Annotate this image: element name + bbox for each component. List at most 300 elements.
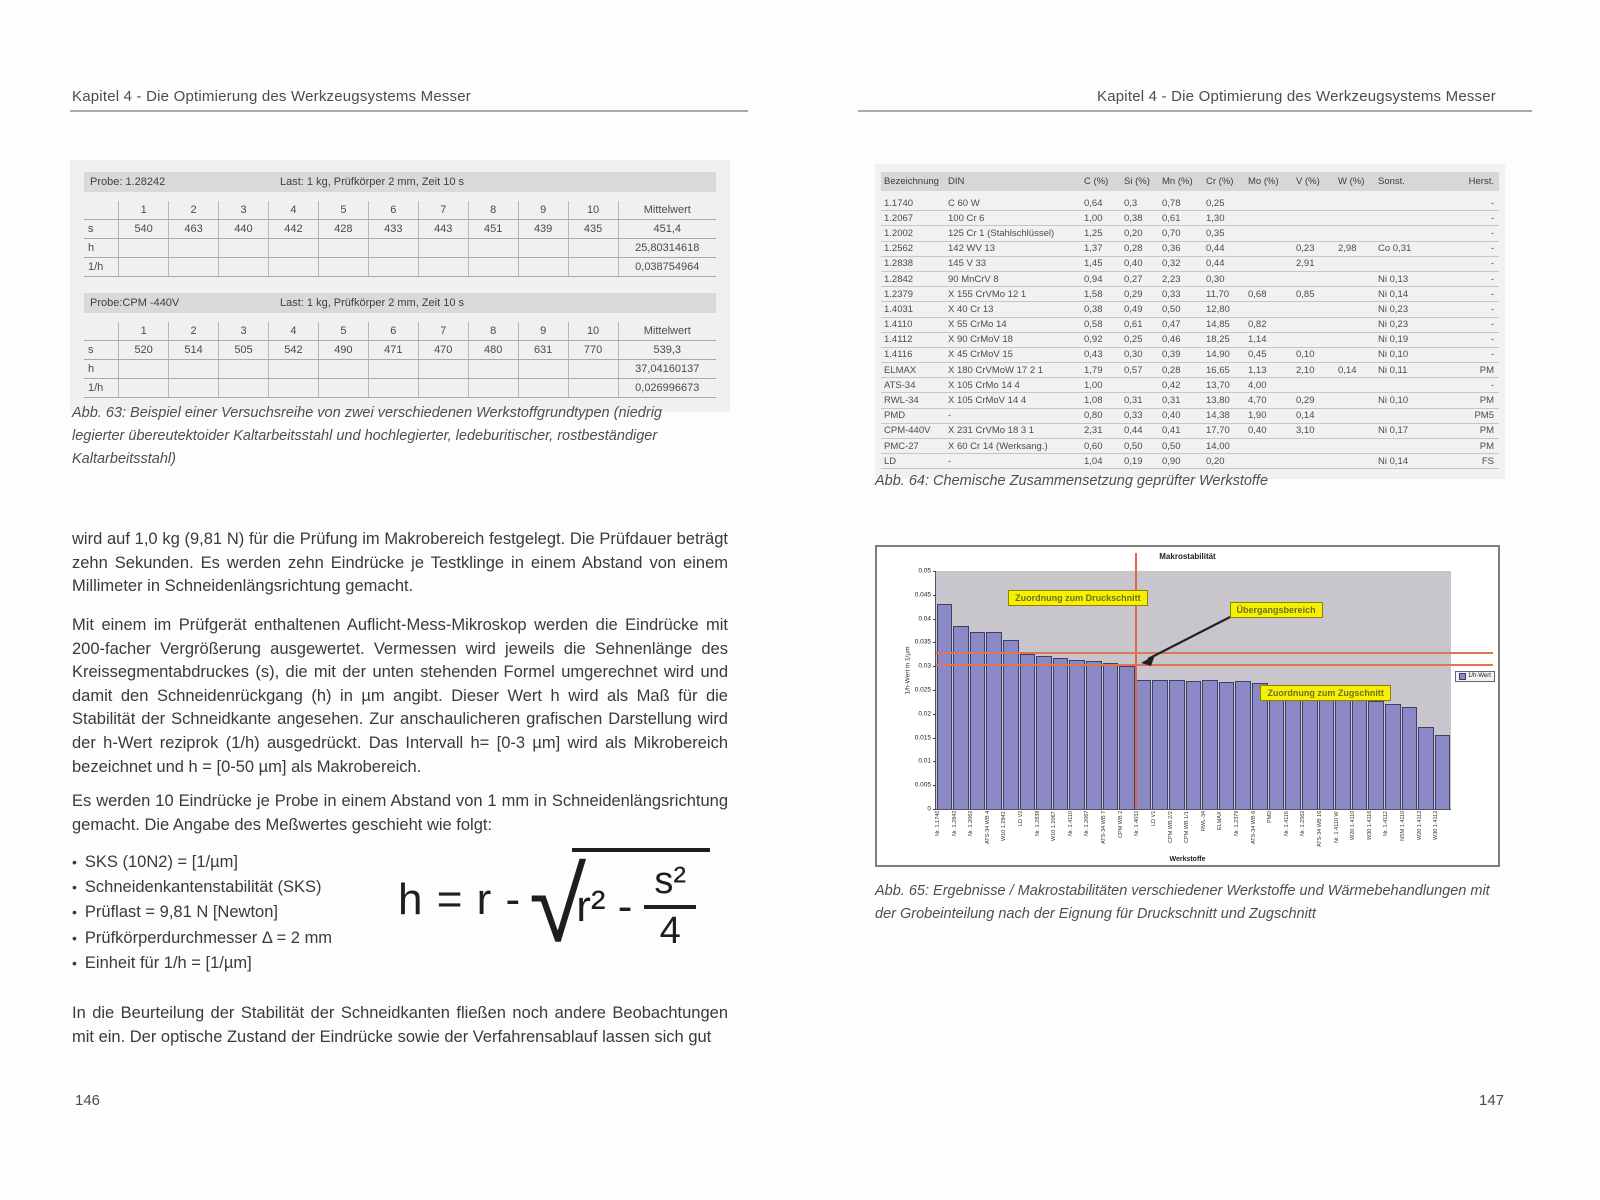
probe-strip: [84, 293, 716, 313]
chem-table-cell: 0,57: [1124, 364, 1143, 376]
table-cell: 2: [169, 201, 219, 220]
bar-slot: [1185, 571, 1202, 809]
table-cell: 435: [568, 220, 618, 239]
chem-table-cell: -: [948, 410, 952, 422]
annotation-druckschnitt: Zuordnung zum Druckschnitt: [1008, 590, 1148, 606]
bar: [1285, 687, 1301, 809]
chem-table-cell: ELMAX: [884, 364, 917, 376]
table-cell: 440: [219, 220, 269, 239]
bar: [937, 604, 953, 809]
bullet-text: Einheit für 1/h = [1/µm]: [84, 953, 252, 972]
chem-table-cell: 1,04: [1084, 455, 1103, 467]
chem-table-cell: 0,46: [1162, 334, 1181, 346]
chem-table-cell: 0,33: [1162, 288, 1181, 300]
chem-table-cell: -: [1490, 227, 1494, 239]
bullet-icon: •: [72, 854, 77, 870]
chem-table-cell: 0,44: [1124, 425, 1143, 437]
table-cell: 443: [418, 220, 468, 239]
column-header: Si (%): [1124, 176, 1150, 187]
table-row: [84, 379, 716, 398]
chem-table-cell: PM: [1479, 364, 1494, 376]
chem-table-cell: PMC-27: [884, 440, 919, 452]
bullet-item: [72, 900, 422, 925]
table-cell: [418, 258, 468, 277]
chem-table-row: [881, 302, 1499, 317]
chem-table-cell: 1,00: [1084, 379, 1103, 391]
table-row: [84, 360, 716, 379]
table-cell: 1: [119, 322, 169, 341]
chem-table-row: [881, 393, 1499, 408]
chem-table-cell: Ni 0,10: [1378, 395, 1409, 407]
chem-table-row: [881, 211, 1499, 226]
formula-lead: h = r -: [398, 874, 522, 924]
table-cell: 6: [368, 322, 418, 341]
table-cell: [418, 379, 468, 398]
bar: [1186, 681, 1202, 809]
bar: [1252, 683, 1268, 809]
bar: [1352, 699, 1368, 809]
y-tick-label: 0: [927, 805, 931, 813]
chem-table-cell: 12,80: [1206, 303, 1230, 315]
table-cell: 37,04160137: [618, 360, 716, 379]
table-cell: [518, 239, 568, 258]
chem-table-cell: 0,36: [1162, 243, 1181, 255]
table-cell: 631: [518, 341, 568, 360]
chem-table-cell: 0,78: [1162, 197, 1181, 209]
table-cell: h: [84, 239, 119, 258]
table-cell: [119, 379, 169, 398]
x-tick-label: CPM WB 1/1: [1184, 811, 1191, 843]
bullet-text: Prüflast = 9,81 N [Newton]: [84, 903, 278, 922]
table-cell: [268, 239, 318, 258]
table-row: [84, 201, 716, 220]
column-header: Cr (%): [1206, 176, 1234, 187]
chem-table-cell: 100 Cr 6: [948, 212, 985, 224]
bar-slot: [936, 571, 953, 809]
table-cell: [268, 379, 318, 398]
chem-table-row: [881, 257, 1499, 272]
bar: [970, 632, 986, 809]
bar: [1335, 696, 1351, 809]
bullet-icon: •: [72, 879, 77, 896]
chem-table-cell: -: [1490, 258, 1494, 270]
chem-table-cell: PM: [1479, 440, 1494, 452]
chem-table-cell: 1,14: [1248, 334, 1267, 346]
paragraph-1: wird auf 1,0 kg (9,81 N) für die Prüfung im Makrobereich festgelegt. Die Prüfdauer beträgt zehn Sekunden. Es werden zehn Eindrücke je Testklinge in einem Abstand von einem Millimeter in Schneidenlängsrichtung gemacht.: [72, 530, 728, 596]
chem-table-cell: 0,32: [1162, 258, 1181, 270]
table-cell: [119, 258, 169, 277]
chem-table-cell: -: [1490, 319, 1494, 331]
figure65-caption: Abb. 65: Ergebnisse / Makrostabilitäten verschiedener Werkstoffe und Wärmebehandlungen mit der Grobeinteilung nach der Eignung für Druckschnitt und Zugschnitt: [875, 883, 1490, 923]
bullet-icon: •: [72, 929, 77, 946]
bar: [1020, 654, 1036, 809]
chem-table-cell: 17,70: [1206, 425, 1230, 437]
table-cell: 10: [568, 201, 618, 220]
table-cell: 542: [268, 341, 318, 360]
bar: [1235, 681, 1251, 809]
chem-table-cell: X 40 Cr 13: [948, 303, 994, 315]
table-row: [84, 322, 716, 341]
table-cell: 770: [568, 341, 618, 360]
column-header: Mo (%): [1248, 176, 1279, 187]
bar: [1119, 666, 1135, 809]
chem-table-cell: 0,94: [1084, 273, 1103, 285]
column-header: Herst.: [1468, 176, 1494, 187]
chem-table-cell: 0,42: [1162, 379, 1181, 391]
x-tick-label: CPM WB 2: [1117, 811, 1124, 839]
table-cell: 7: [418, 322, 468, 341]
chem-table-cell: -: [1490, 303, 1494, 315]
y-tick-label: 0.04: [918, 615, 931, 623]
bar: [1152, 680, 1168, 809]
chart-legend: [1455, 671, 1495, 682]
bullet-item: [72, 875, 422, 900]
chem-table-cell: 0,25: [1124, 334, 1143, 346]
table-cell: 3: [219, 201, 269, 220]
chart-title: Makrostabilität: [1159, 552, 1216, 561]
x-tick-label: LD V2: [1018, 811, 1025, 827]
chem-table-cell: -: [1490, 334, 1494, 346]
chem-table-cell: PM5: [1474, 410, 1494, 422]
table-cell: [518, 360, 568, 379]
table-cell: [318, 239, 368, 258]
figure63-panel: [70, 160, 730, 412]
table-cell: [268, 360, 318, 379]
bar: [1103, 663, 1119, 809]
fraction-denominator: 4: [659, 909, 681, 952]
column-header: Mn (%): [1162, 176, 1193, 187]
y-tick-mark: [933, 666, 936, 667]
table-cell: 9: [518, 201, 568, 220]
chem-table-cell: 16,65: [1206, 364, 1230, 376]
x-tick-label: LD V1: [1150, 811, 1157, 827]
chem-table-row: [881, 226, 1499, 241]
chem-table-cell: X 60 Cr 14 (Werksang.): [948, 440, 1048, 452]
table-cell: [169, 379, 219, 398]
chem-table-cell: X 90 CrMoV 18: [948, 334, 1013, 346]
chem-table-cell: 0,90: [1162, 455, 1181, 467]
chem-table-cell: X 180 CrVMoW 17 2 1: [948, 364, 1044, 376]
chem-table-cell: Ni 0,14: [1378, 288, 1409, 300]
x-tick-label: W30 1.4112: [1433, 811, 1440, 841]
chem-table-cell: 0,39: [1162, 349, 1181, 361]
table-cell: 3: [219, 322, 269, 341]
column-header: W (%): [1338, 176, 1365, 187]
chem-table-cell: X 231 CrVMo 18 3 1: [948, 425, 1035, 437]
chem-table-cell: 0,30: [1206, 273, 1225, 285]
chem-table-cell: Ni 0,10: [1378, 349, 1409, 361]
x-tick-label: Nr. 1.2562: [1300, 811, 1307, 837]
y-tick-mark: [933, 619, 936, 620]
table-cell: [219, 360, 269, 379]
chem-table-cell: 0,31: [1124, 395, 1143, 407]
table-cell: 8: [468, 201, 518, 220]
x-tick-label: Nr. 1.4110: [1067, 811, 1074, 836]
chem-table-header: [881, 172, 1499, 191]
figure65-chart: [875, 545, 1500, 867]
table-cell: 451,4: [618, 220, 716, 239]
bar: [1418, 727, 1434, 809]
bullet-item: [72, 850, 422, 875]
y-tick-mark: [933, 595, 936, 596]
fraction-numerator: s²: [644, 862, 696, 909]
chem-table-cell: 11,70: [1206, 288, 1230, 300]
page-number-left: 146: [75, 1092, 101, 1109]
chem-table-cell: 0,3: [1124, 197, 1138, 209]
chem-table-cell: 0,70: [1162, 227, 1181, 239]
bar-slot: [1069, 571, 1086, 809]
table-cell: 539,3: [618, 341, 716, 360]
chem-table-row: [881, 272, 1499, 287]
table-cell: 1/h: [84, 258, 119, 277]
measurement-table: [84, 322, 716, 398]
chem-table-cell: -: [1490, 243, 1494, 255]
table-cell: [568, 379, 618, 398]
table-row: [84, 258, 716, 277]
bar-slot: [1401, 571, 1418, 809]
chem-table-cell: 1.2002: [884, 227, 914, 239]
table-cell: [468, 379, 518, 398]
chem-table-cell: X 55 CrMo 14: [948, 319, 1007, 331]
chem-table-cell: 0,33: [1124, 410, 1143, 422]
chem-table-cell: LD: [884, 455, 897, 467]
table-cell: 25,80314618: [618, 239, 716, 258]
table-cell: [568, 360, 618, 379]
legend-label: 1/h-Wert: [1468, 673, 1491, 680]
chem-table-cell: 0,45: [1248, 349, 1267, 361]
chem-table-cell: -: [1490, 197, 1494, 209]
formula-fraction: [644, 862, 696, 952]
chem-table-cell: 1.4116: [884, 349, 913, 361]
measurement-table: [84, 201, 716, 277]
chem-table-cell: 1.2379: [884, 288, 914, 300]
chem-table-cell: 0,49: [1124, 303, 1143, 315]
chem-table-cell: 1,13: [1248, 364, 1267, 376]
table-cell: [468, 239, 518, 258]
chem-table-row: [881, 378, 1499, 393]
chem-table-row: [881, 424, 1499, 439]
x-tick-label: W10 1.2842: [1001, 811, 1008, 841]
chem-table-cell: Ni 0,17: [1378, 425, 1409, 437]
bar-slot: [1152, 571, 1169, 809]
bullet-icon: •: [72, 954, 77, 971]
bar-slot: [969, 571, 986, 809]
chem-table-cell: 0,28: [1162, 364, 1181, 376]
chem-table-cell: 0,61: [1124, 319, 1143, 331]
bar: [1069, 660, 1085, 809]
chem-table-cell: 4,70: [1248, 395, 1267, 407]
chem-table-cell: 0,41: [1162, 425, 1181, 437]
chem-table-cell: Ni 0,23: [1378, 319, 1409, 331]
chem-table-cell: 14,38: [1206, 410, 1230, 422]
chem-table-cell: 1,58: [1084, 288, 1103, 300]
chem-table-cell: 2,31: [1084, 425, 1103, 437]
column-header: Sonst.: [1378, 176, 1405, 187]
chem-table-row: [881, 439, 1499, 454]
chem-table-cell: Ni 0,11: [1378, 364, 1408, 376]
chem-table-cell: 1,37: [1084, 243, 1103, 255]
y-tick-label: 0.015: [914, 734, 931, 742]
chem-table-cell: 0,14: [1296, 410, 1315, 422]
table-cell: [169, 239, 219, 258]
chem-table-cell: 0,30: [1124, 349, 1143, 361]
x-tick-label: Nr. 1.4116: [1283, 811, 1290, 836]
chem-table-cell: 142 WV 13: [948, 243, 995, 255]
chem-table-cell: 145 V 33: [948, 258, 987, 270]
chem-table-cell: 0,80: [1084, 410, 1103, 422]
test-conditions-label: Last: 1 kg, Prüfkörper 2 mm, Zeit 10 s: [280, 176, 465, 188]
paragraph-2: Mit einem im Prüfgerät enthaltenen Auflicht-Mess-Mikroskop werden die Eindrücke mit 200-facher Vergrößerung ausgewertet. Vermessen wird jeweils die Sehnenlänge des Kreissegmentabdruckes (s), die mit der unten stehenden Formel umgerechnet wird und damit den Schneidenrückgang (h) in µm angibt. Dieser Wert h wird als Maß für die Stabilität der Schneidkante angesehen. Zur anschaulicheren grafischen Darstellung wird der h-Wert reziprok (1/h) ausgedrückt. Das Intervall h= [0-3 µm] wird als Mikrobereich bezeichnet und h = [0-50 µm] als Makrobereich.: [72, 616, 728, 776]
table-cell: 4: [268, 201, 318, 220]
chem-table-row: [881, 363, 1499, 378]
chem-table-cell: 0,38: [1084, 303, 1103, 315]
bar-slot: [1418, 571, 1435, 809]
formula-radicand: [572, 848, 710, 952]
figure64-caption: Abb. 64: Chemische Zusammensetzung geprüfter Werkstoffe: [875, 473, 1269, 489]
bar-slot: [1002, 571, 1019, 809]
formula-r2: r² -: [576, 881, 633, 931]
chem-table-cell: 18,25: [1206, 334, 1230, 346]
figure63-caption: Abb. 63: Beispiel einer Versuchsreihe von zwei verschiedenen Werkstoffgrundtypen (niedrig legierter übereutektoider Kaltarbeitsstahl und hochlegierter, ledeburitischer, rostbeständiger Kaltarbeitsstahl): [72, 405, 662, 468]
chem-table-cell: -: [1490, 212, 1494, 224]
y-tick-mark: [933, 714, 936, 715]
bar: [1402, 707, 1418, 809]
chem-table-cell: 0,58: [1084, 319, 1103, 331]
chem-table-cell: 1,30: [1206, 212, 1225, 224]
chem-table-cell: 0,19: [1124, 455, 1143, 467]
chem-table-row: [881, 196, 1499, 211]
chem-table-cell: 0,28: [1124, 243, 1143, 255]
chem-table-cell: -: [1490, 288, 1494, 300]
probe-strip: [84, 172, 716, 192]
table-cell: 480: [468, 341, 518, 360]
y-tick-mark: [933, 785, 936, 786]
chem-table-cell: C 60 W: [948, 197, 980, 209]
x-tick-label: ATS-34 WB 6: [1250, 811, 1257, 845]
chem-table-cell: 0,27: [1124, 273, 1143, 285]
column-header: Bezeichnung: [884, 176, 939, 187]
table-cell: [368, 360, 418, 379]
chem-table-cell: Ni 0,14: [1378, 455, 1409, 467]
column-header: C (%): [1084, 176, 1109, 187]
chem-table-cell: 1.2838: [884, 258, 914, 270]
chem-table-cell: 0,50: [1124, 440, 1143, 452]
chem-table-cell: Ni 0,13: [1378, 273, 1409, 285]
chem-table-cell: 0,40: [1162, 410, 1181, 422]
chem-table-cell: 1,45: [1084, 258, 1103, 270]
chem-table-cell: 0,14: [1338, 364, 1357, 376]
chem-table-cell: 2,23: [1162, 273, 1181, 285]
annotation-zugschnitt: Zuordnung zum Zugschnitt: [1260, 685, 1390, 701]
chem-table-cell: 0,50: [1162, 303, 1181, 315]
x-tick-label: CPM WB 2/2: [1167, 811, 1174, 843]
chem-table-cell: Ni 0,19: [1378, 334, 1409, 346]
bar: [1036, 656, 1052, 809]
bar: [1169, 680, 1185, 809]
table-cell: [418, 360, 468, 379]
table-cell: 433: [368, 220, 418, 239]
table-cell: [418, 239, 468, 258]
table-cell: 5: [318, 322, 368, 341]
page-number-right: 147: [1479, 1092, 1505, 1109]
bar: [1219, 682, 1235, 809]
legend-marker-icon: [1459, 673, 1466, 680]
chem-table-cell: -: [1490, 349, 1494, 361]
column-header: DIN: [948, 176, 965, 187]
table-cell: 5: [318, 201, 368, 220]
bullet-item: [72, 926, 422, 951]
bar-slot: [1169, 571, 1186, 809]
chart-y-axis-label: 1/h-Wert in 1/µm: [904, 646, 912, 695]
column-header: V (%): [1296, 176, 1320, 187]
table-cell: s: [84, 220, 119, 239]
table-cell: [219, 239, 269, 258]
table-cell: [84, 322, 119, 341]
chem-table-cell: 0,68: [1248, 288, 1267, 300]
chem-table-cell: 1.2562: [884, 243, 914, 255]
y-tick-mark: [933, 761, 936, 762]
chem-table-cell: 1,08: [1084, 395, 1103, 407]
chem-table-cell: 0,50: [1162, 440, 1181, 452]
x-tick-label: Nr. 1.4112: [1383, 811, 1390, 836]
y-tick-label: 0.05: [918, 567, 931, 575]
table-cell: 9: [518, 322, 568, 341]
table-cell: 470: [418, 341, 468, 360]
y-tick-mark: [933, 809, 936, 810]
table-cell: 463: [169, 220, 219, 239]
right-page-header: Kapitel 4 - Die Optimierung des Werkzeugsystems Messer: [1097, 88, 1496, 105]
y-tick-mark: [933, 690, 936, 691]
bar-slot: [1135, 571, 1152, 809]
x-tick-label: Nr. 1.1740: [935, 811, 941, 837]
table-cell: s: [84, 341, 119, 360]
chem-table-cell: X 105 CrMoV 14 4: [948, 395, 1027, 407]
table-cell: 505: [219, 341, 269, 360]
bar-slot: [986, 571, 1003, 809]
chem-table-row: [881, 409, 1499, 424]
chem-table-cell: 0,64: [1084, 197, 1103, 209]
bar: [1202, 680, 1218, 809]
chem-table-cell: -: [1490, 379, 1494, 391]
left-page-header: Kapitel 4 - Die Optimierung des Werkzeugsystems Messer: [72, 88, 471, 105]
x-tick-label: Nr. 1.2067: [1084, 811, 1091, 837]
x-tick-label: Nr. 1.4031: [1134, 811, 1141, 837]
chem-table-cell: PM: [1479, 425, 1494, 437]
sqrt-sign: √: [529, 848, 587, 965]
chem-table-cell: 3,10: [1296, 425, 1315, 437]
table-cell: 8: [468, 322, 518, 341]
table-cell: [468, 258, 518, 277]
bullet-text: SKS (10N2) = [1/µm]: [84, 853, 238, 871]
table-cell: 1: [119, 201, 169, 220]
chem-table-cell: 0,61: [1162, 212, 1181, 224]
table-cell: [169, 360, 219, 379]
chem-table-cell: 1.2067: [884, 212, 914, 224]
chem-table-cell: CPM-440V: [884, 425, 931, 437]
chem-table-cell: 14,00: [1206, 440, 1230, 452]
chem-table-cell: Ni 0,23: [1378, 303, 1409, 315]
chem-table-cell: X 105 CrMo 14 4: [948, 379, 1020, 391]
chem-table-cell: ATS-34: [884, 379, 916, 391]
x-tick-label: Nr. 1.2838: [1034, 811, 1041, 837]
chem-table-cell: 2,10: [1296, 364, 1315, 376]
chem-table-cell: -: [948, 455, 952, 467]
formula-h-r-s: [398, 848, 710, 965]
bar-slot: [1434, 571, 1451, 809]
chem-table-cell: 1.4110: [884, 319, 913, 331]
bullet-item: [72, 951, 422, 976]
y-tick-label: 0.025: [914, 686, 931, 694]
